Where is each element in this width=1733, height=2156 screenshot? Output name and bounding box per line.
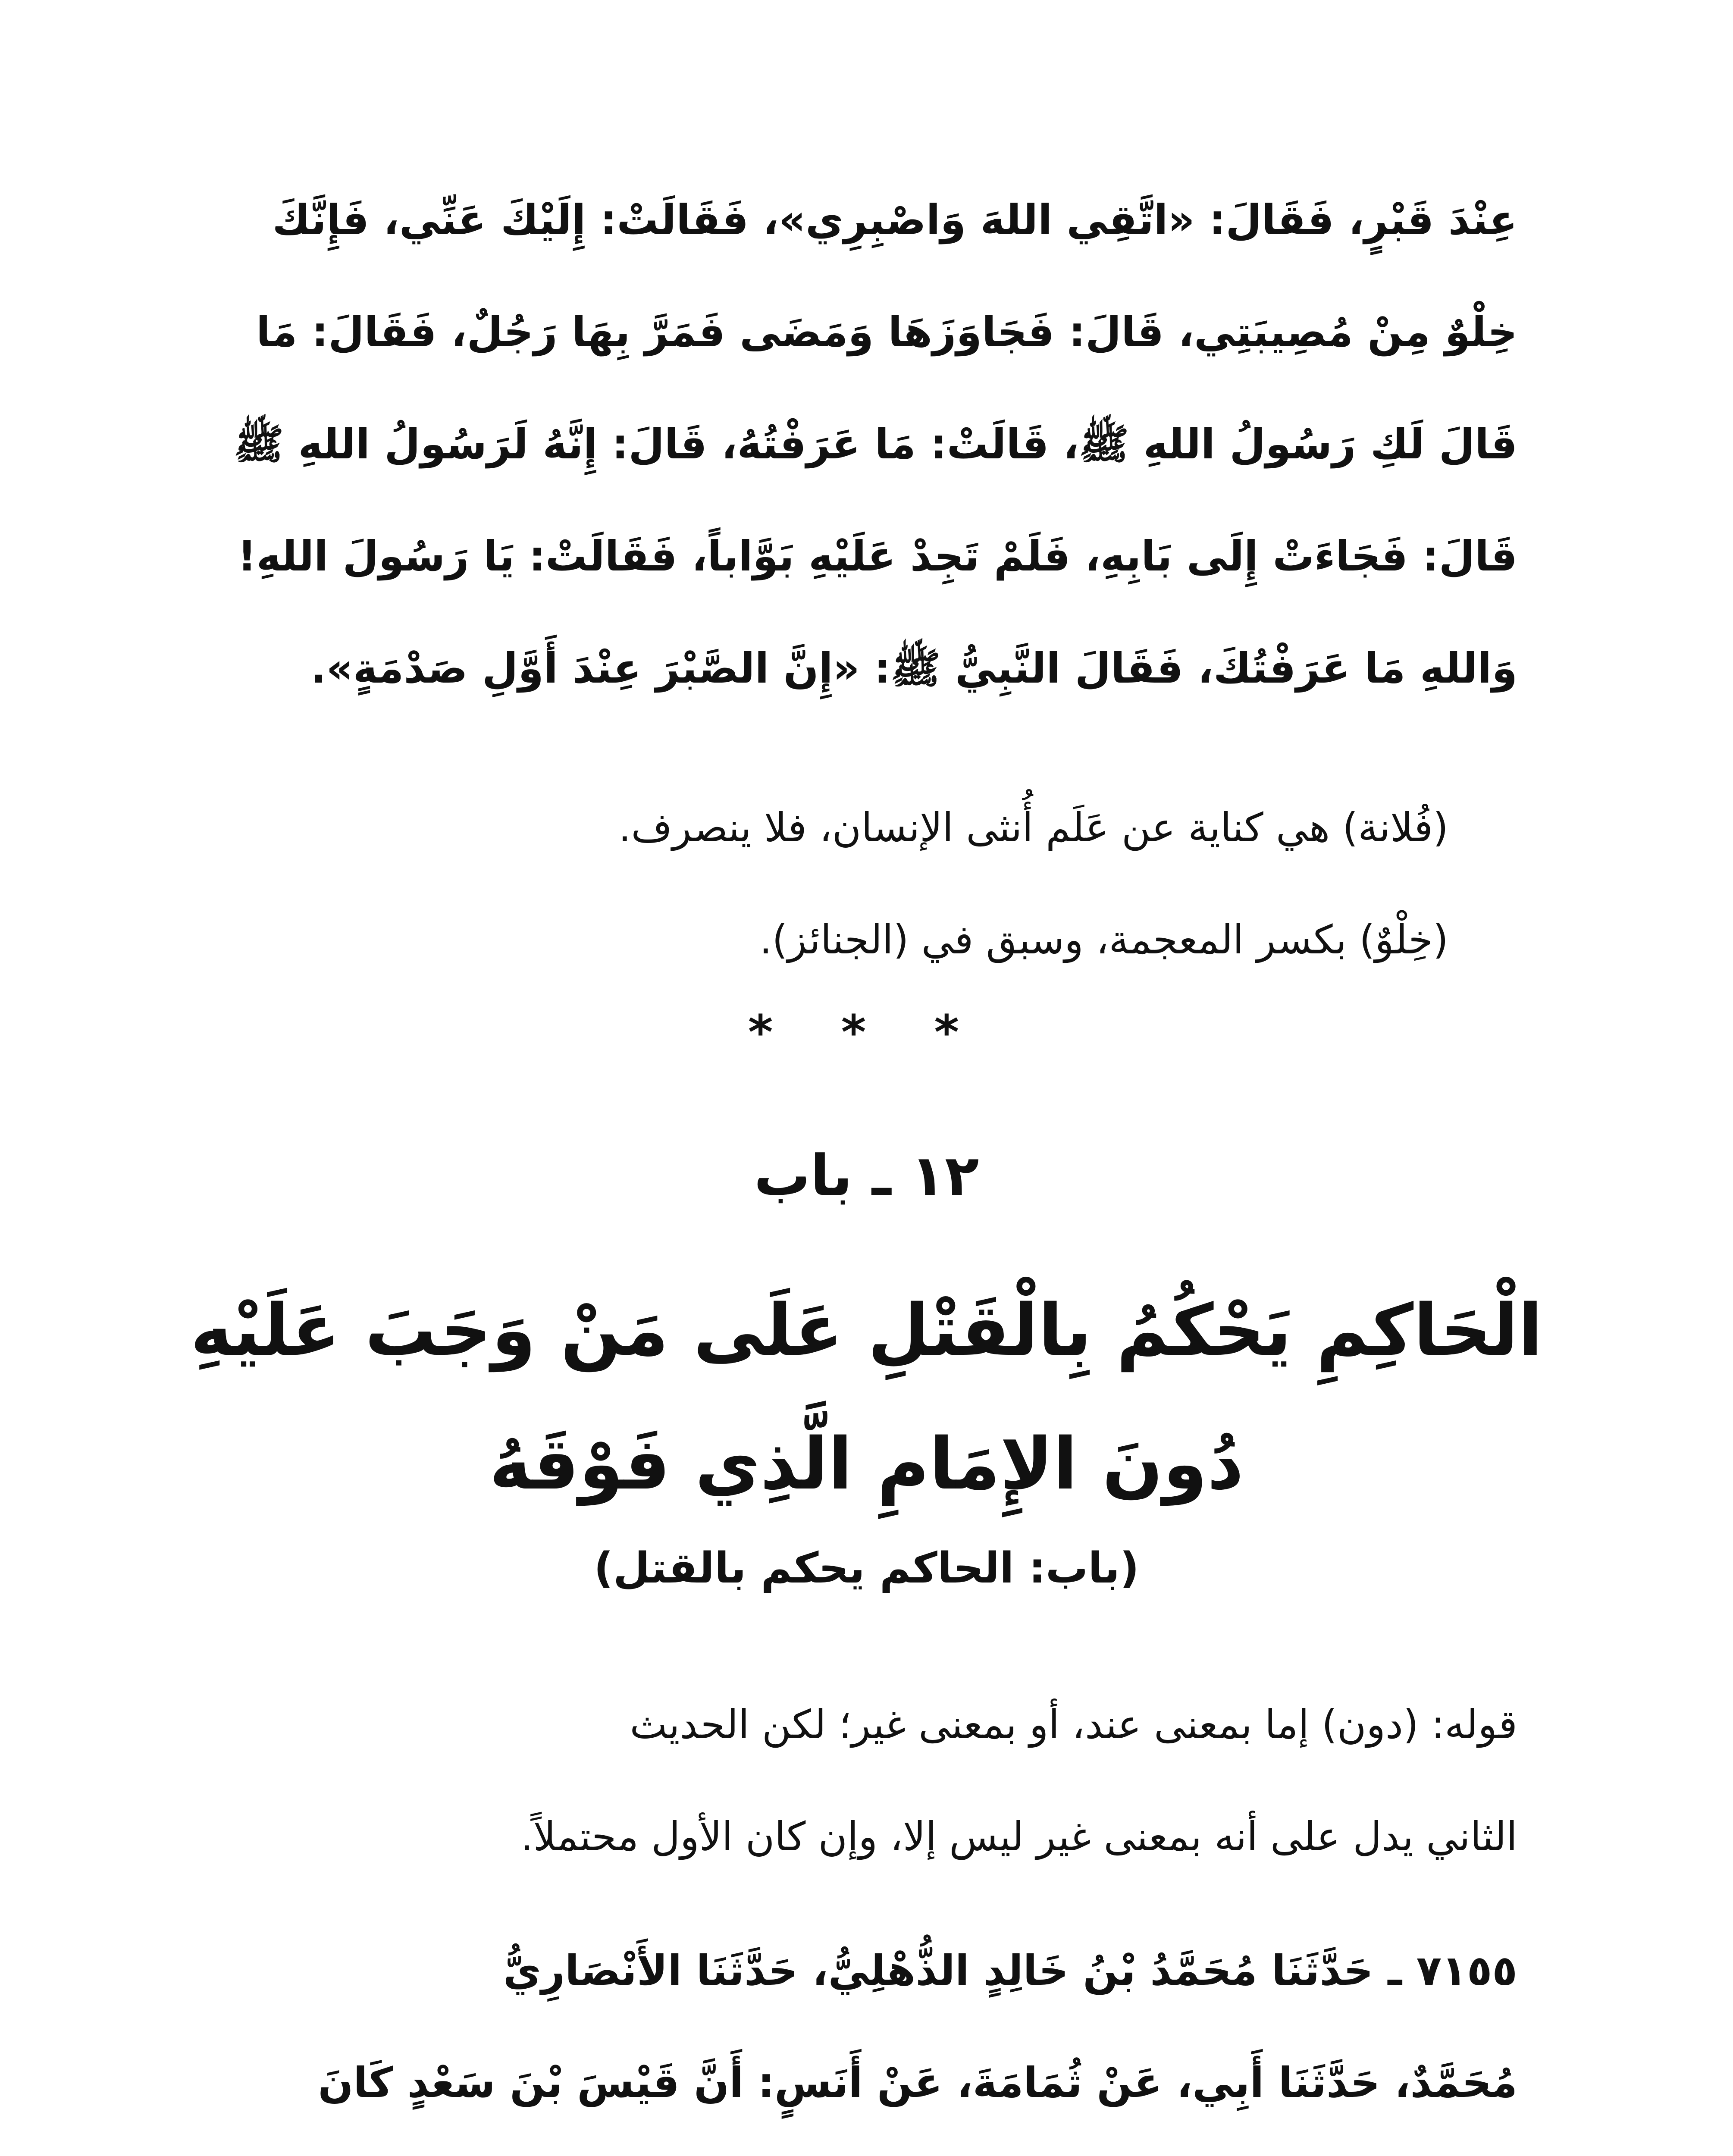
hadith-line: قَالَ: فَجَاءَتْ إِلَى بَابِهِ، فَلَمْ تَجِدْ عَلَيْهِ بَوَّاباً، فَقَالَتْ: يَا رَسُولَ اللهِ!: [237, 532, 1517, 580]
hadith-continuation: [216, 164, 1517, 724]
hadith-line: وَاللهِ مَا عَرَفْتُكَ، فَقَالَ النَّبِيُّ ﷺ: «إِنَّ الصَّبْرَ عِنْدَ أَوَّلِ صَدْمَةٍ».: [310, 644, 1517, 693]
hadith-7155: [216, 1915, 1517, 2156]
section-separator: * * *: [748, 1005, 985, 1060]
note-line: (خِلْوٌ) بكسر المعجمة، وسبق في (الجنائز).: [759, 917, 1448, 963]
hadith-line: ٧١٥٥ ـ حَدَّثَنَا مُحَمَّدُ بْنُ خَالِدٍ الذُّهْلِيُّ، حَدَّثَنَا الأَنْصَارِيُّ: [503, 1946, 1517, 1995]
hadith-line: خِلْوٌ مِنْ مُصِيبَتِي، قَالَ: فَجَاوَزَهَا وَمَضَى فَمَرَّ بِهَا رَجُلٌ، فَقَالَ: مَا: [256, 308, 1517, 356]
note-line: (فُلانة) هي كناية عن عَلَم أُنثى الإنسان، فلا ينصرف.: [618, 805, 1448, 851]
commentary-line: قوله: (دون) إما بمعنى عند، أو بمعنى غير؛ لكن الحديث: [630, 1702, 1517, 1748]
chapter-title: [129, 1263, 1604, 1531]
chapter-number: ١٢ ـ باب: [754, 1143, 979, 1208]
commentary-line: الثاني يدل على أنه بمعنى غير ليس إلا، وإن كان الأول محتملاً.: [520, 1814, 1517, 1860]
chapter-title-line: دُونَ الإِمَامِ الَّذِي فَوْقَهُ: [489, 1423, 1244, 1505]
hadith-line: عِنْدَ قَبْرٍ، فَقَالَ: «اتَّقِي اللهَ وَاصْبِرِي»، فَقَالَتْ: إِلَيْكَ عَنِّي، فَإِنَّكَ: [272, 196, 1517, 244]
hadith-line: مُحَمَّدٌ، حَدَّثَنَا أَبِي، عَنْ ثُمَامَةَ، عَنْ أَنَسٍ: أَنَّ قَيْسَ بْنَ سَعْدٍ كَانَ: [318, 2059, 1517, 2107]
hadith-line: [216, 2139, 1517, 2156]
commentary-paragraph: [216, 1669, 1517, 1893]
hadith-line: قَالَ لَكِ رَسُولُ اللهِ ﷺ، قَالَتْ: مَا عَرَفْتُهُ، قَالَ: إِنَّهُ لَرَسُولُ اللهِ ﷺ: [234, 420, 1517, 468]
chapter-title-line: الْحَاكِمِ يَحْكُمُ بِالْقَتْلِ عَلَى مَنْ وَجَبَ عَلَيْهِ: [190, 1289, 1543, 1372]
chapter-subtitle: (باب: الحاكم يحكم بالقتل): [594, 1544, 1139, 1593]
explanatory-notes: [216, 772, 1448, 996]
